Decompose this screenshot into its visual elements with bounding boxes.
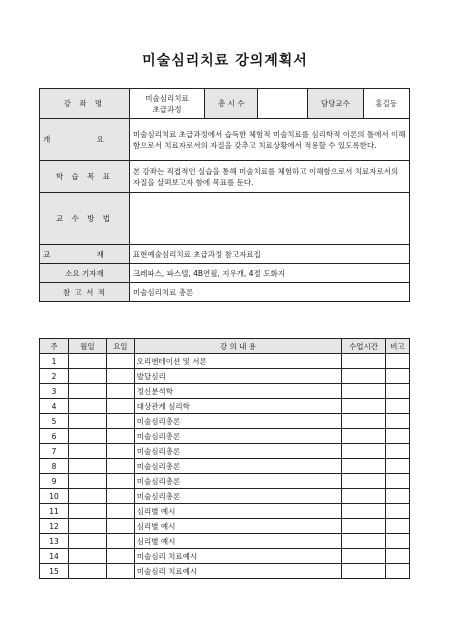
supplies-label: 소요 기자재 [40, 264, 130, 283]
content-cell: 발달심리 [134, 369, 341, 384]
note-cell [386, 489, 410, 504]
hours-cell [342, 444, 386, 459]
date-cell [68, 429, 106, 444]
supplies-text: 크레파스, 파스텔, 4B연필, 지우개, 4절 도화지 [129, 264, 409, 283]
hours-cell [342, 354, 386, 369]
schedule-row [40, 564, 410, 579]
date-cell [68, 519, 106, 534]
content-cell: 대상관계 심리학 [134, 399, 341, 414]
week-cell: 5 [40, 414, 69, 429]
course-name-line2: 초급과정 [152, 104, 182, 114]
day-cell [106, 369, 134, 384]
note-cell [386, 474, 410, 489]
date-cell [68, 489, 106, 504]
day-cell [106, 549, 134, 564]
content-cell: 심리별 예시 [134, 504, 341, 519]
reference-row [40, 283, 410, 302]
week-cell: 2 [40, 369, 69, 384]
schedule-row [40, 354, 410, 369]
week-cell: 3 [40, 384, 69, 399]
schedule-row [40, 474, 410, 489]
instructor-value: 홍길동 [363, 89, 409, 119]
schedule-row [40, 369, 410, 384]
schedule-row [40, 384, 410, 399]
day-cell [106, 489, 134, 504]
week-cell: 10 [40, 489, 69, 504]
overview-row [40, 119, 410, 161]
note-cell [386, 549, 410, 564]
note-cell [386, 504, 410, 519]
material-row [40, 245, 410, 264]
schedule-row [40, 444, 410, 459]
day-cell [106, 534, 134, 549]
instructor-label: 담당교수 [308, 89, 363, 119]
hours-cell [342, 534, 386, 549]
content-cell: 미술심리총론 [134, 474, 341, 489]
date-cell [68, 444, 106, 459]
week-cell: 9 [40, 474, 69, 489]
note-cell [386, 369, 410, 384]
schedule-table [39, 338, 410, 579]
hours-cell [342, 429, 386, 444]
day-cell [106, 474, 134, 489]
schedule-header-row [40, 339, 410, 354]
page-title: 미술심리치료 강의계획서 [142, 53, 308, 69]
goal-label: 학 습 목 표 [40, 161, 130, 193]
date-cell [68, 549, 106, 564]
header-note: 비고 [386, 339, 410, 354]
content-cell: 미술심리총론 [134, 444, 341, 459]
week-cell: 6 [40, 429, 69, 444]
schedule-row [40, 459, 410, 474]
content-cell: 오리엔테이션 및 서론 [134, 354, 341, 369]
reference-label: 참 고 서 적 [40, 283, 130, 302]
content-cell: 심리별 예시 [134, 534, 341, 549]
note-cell [386, 459, 410, 474]
hours-cell [342, 549, 386, 564]
schedule-row [40, 399, 410, 414]
date-cell [68, 384, 106, 399]
hours-cell [342, 369, 386, 384]
date-cell [68, 369, 106, 384]
week-cell: 1 [40, 354, 69, 369]
note-cell [386, 429, 410, 444]
day-cell [106, 384, 134, 399]
day-cell [106, 399, 134, 414]
content-cell: 미술심리총론 [134, 414, 341, 429]
day-cell [106, 429, 134, 444]
date-cell [68, 459, 106, 474]
schedule-row [40, 534, 410, 549]
header-date: 월일 [68, 339, 106, 354]
schedule-row [40, 504, 410, 519]
note-cell [386, 399, 410, 414]
date-cell [68, 354, 106, 369]
course-label: 강 좌 명 [40, 89, 130, 119]
goal-text: 본 강좌는 직접적인 실습을 통해 미술치료를 체험하고 이해함으로서 치료자로서의 자질을 살펴보고자 함에 목표를 둔다. [129, 161, 409, 193]
hours-cell [342, 384, 386, 399]
note-cell [386, 384, 410, 399]
material-label: 교 재 [40, 245, 130, 264]
week-cell: 8 [40, 459, 69, 474]
hours-cell [342, 489, 386, 504]
content-cell: 미술심리 치료예시 [134, 549, 341, 564]
header-hours: 수업시간 [342, 339, 386, 354]
week-cell: 12 [40, 519, 69, 534]
hours-cell [342, 504, 386, 519]
hours-cell [342, 519, 386, 534]
day-cell [106, 354, 134, 369]
hours-cell [342, 474, 386, 489]
note-cell [386, 534, 410, 549]
content-cell: 심리별 예시 [134, 519, 341, 534]
reference-text: 미술심리치료 총론 [129, 283, 409, 302]
date-cell [68, 414, 106, 429]
hours-cell [342, 414, 386, 429]
content-cell: 미술심리총론 [134, 489, 341, 504]
week-cell: 7 [40, 444, 69, 459]
week-cell: 14 [40, 549, 69, 564]
date-cell [68, 564, 106, 579]
day-cell [106, 444, 134, 459]
day-cell [106, 504, 134, 519]
overview-label: 개 요 [40, 119, 130, 161]
content-cell: 미술심리총론 [134, 459, 341, 474]
week-cell: 11 [40, 504, 69, 519]
note-cell [386, 444, 410, 459]
course-info-table [39, 88, 410, 302]
date-cell [68, 474, 106, 489]
note-cell [386, 354, 410, 369]
supplies-row [40, 264, 410, 283]
note-cell [386, 414, 410, 429]
method-label: 교 수 방 법 [40, 193, 130, 245]
method-row [40, 193, 410, 245]
schedule-row [40, 429, 410, 444]
date-cell [68, 399, 106, 414]
content-cell: 미술심리총론 [134, 429, 341, 444]
course-name [129, 89, 204, 119]
note-cell [386, 519, 410, 534]
schedule-row [40, 489, 410, 504]
day-cell [106, 519, 134, 534]
note-cell [386, 564, 410, 579]
goal-row [40, 161, 410, 193]
schedule-row [40, 519, 410, 534]
content-cell: 미술심리 치료예시 [134, 564, 341, 579]
hours-label: 총 시 수 [205, 89, 258, 119]
material-text: 표현예술심리치료 초급과정 참고자료집 [129, 245, 409, 264]
week-cell: 13 [40, 534, 69, 549]
header-day: 요일 [106, 339, 134, 354]
course-name-line1: 미술심리치료 [145, 93, 189, 103]
hours-cell [342, 564, 386, 579]
day-cell [106, 564, 134, 579]
overview-text: 미술심리치료 초급과정에서 습득한 체험적 미술치료를 심리학적 이론의 틀에서 이해함으로서 치료자로서의 자질을 갖추고 치료상황에서 적용할 수 있도록한다. [129, 119, 409, 161]
schedule-row [40, 414, 410, 429]
header-content: 강 의 내 용 [134, 339, 341, 354]
day-cell [106, 414, 134, 429]
day-cell [106, 459, 134, 474]
week-cell: 15 [40, 564, 69, 579]
header-week: 주 [40, 339, 69, 354]
hours-cell [342, 459, 386, 474]
hours-cell [342, 399, 386, 414]
week-cell: 4 [40, 399, 69, 414]
schedule-row [40, 549, 410, 564]
hours-value [258, 89, 308, 119]
date-cell [68, 534, 106, 549]
content-cell: 정신분석학 [134, 384, 341, 399]
method-text [129, 193, 409, 245]
course-row [40, 89, 410, 119]
date-cell [68, 504, 106, 519]
